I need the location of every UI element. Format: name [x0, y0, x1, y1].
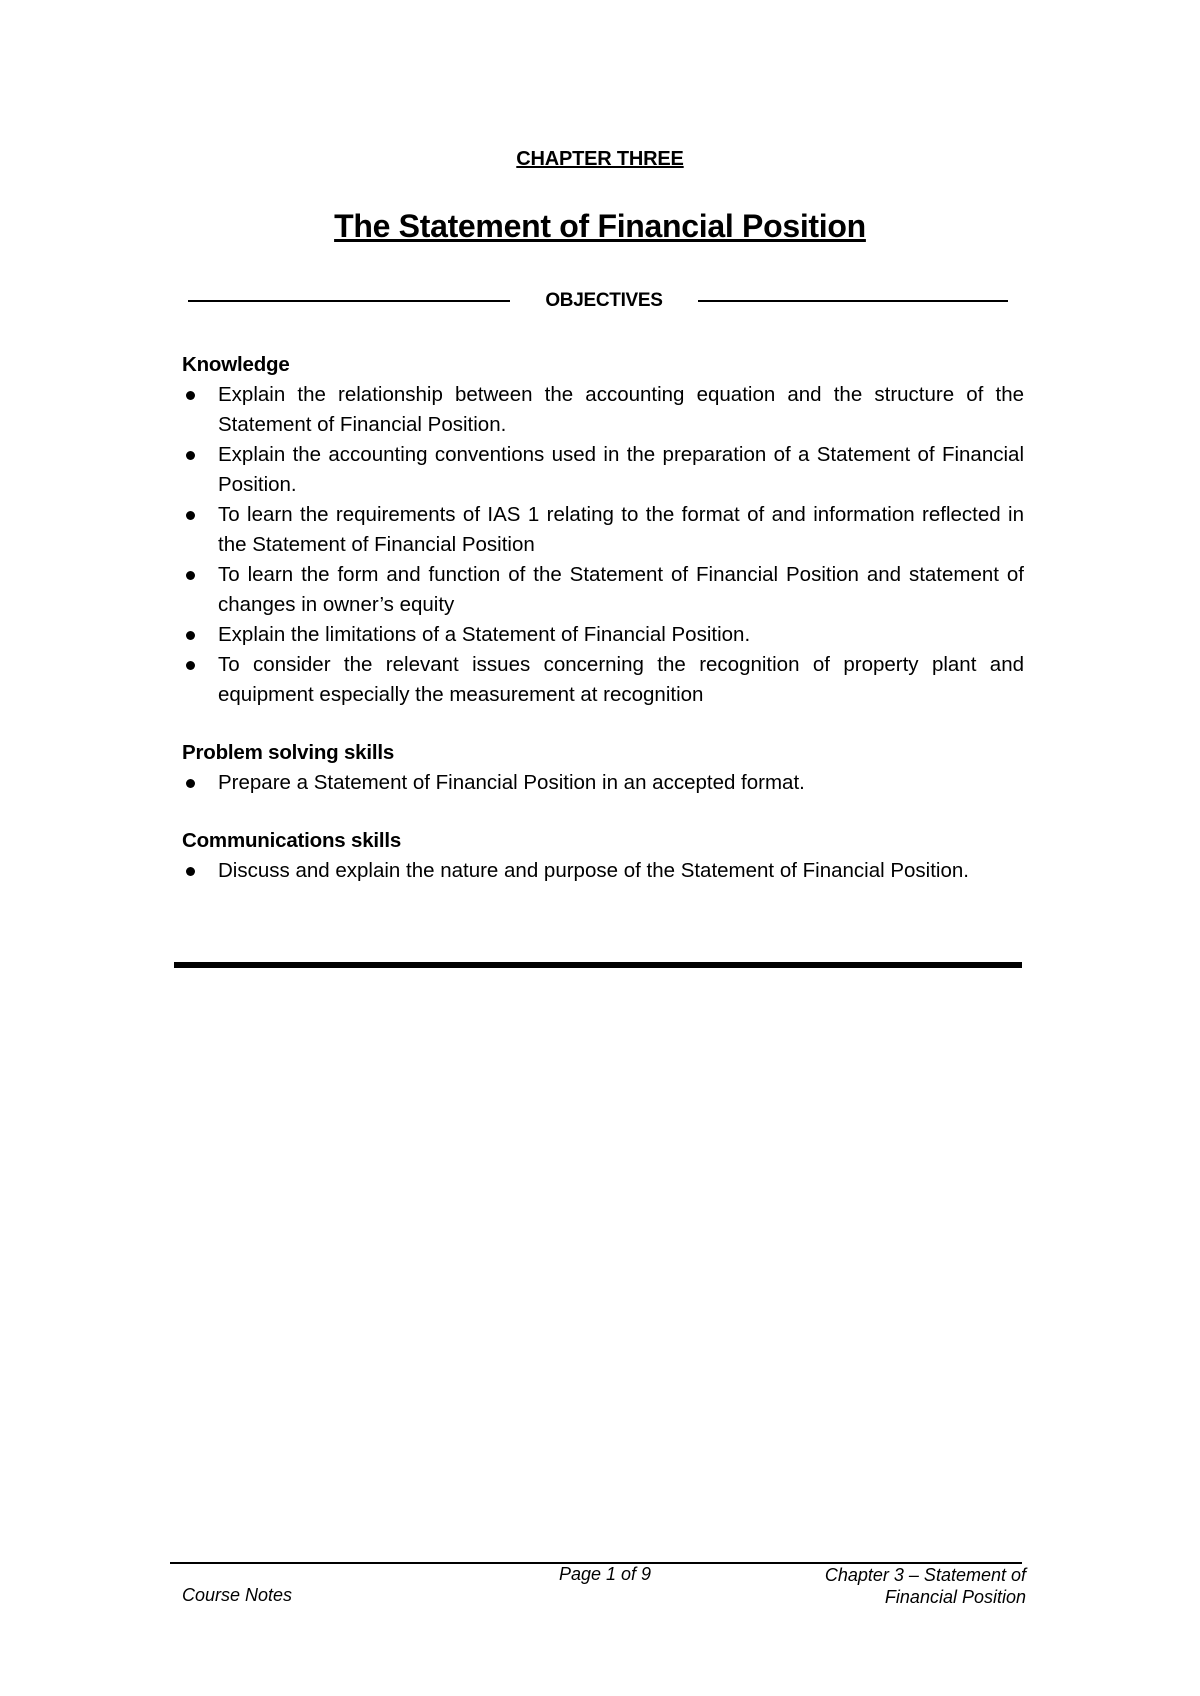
section-title-problem-solving: Problem solving skills: [182, 741, 395, 764]
objectives-rule-right: [698, 300, 1008, 302]
bullet-icon: [186, 391, 195, 400]
objectives-rule-left: [188, 300, 510, 302]
list-item-text: Explain the relationship between the accounting equation and the structure of the Statement of Financial Position.: [218, 383, 1024, 436]
list-item-text: Prepare a Statement of Financial Position in an accepted format.: [218, 771, 805, 794]
list-item-text: Discuss and explain the nature and purpose of the Statement of Financial Position.: [218, 859, 969, 882]
problem-solving-list: [182, 768, 1024, 798]
list-item-text: Explain the accounting conventions used in the preparation of a Statement of Financial Position.: [218, 443, 1024, 496]
list-item: [182, 650, 1024, 710]
list-item: [182, 500, 1024, 560]
bullet-icon: [186, 661, 195, 670]
bullet-icon: [186, 571, 195, 580]
list-item-text: To consider the relevant issues concerning the recognition of property plant and equipment especially the measurement at recognition: [218, 653, 1024, 706]
chapter-label: CHAPTER THREE: [516, 148, 684, 170]
bullet-icon: [186, 511, 195, 520]
knowledge-list: [182, 380, 1024, 710]
communications-list: [182, 856, 1024, 886]
footer-chapter-title: [760, 1564, 1026, 1608]
footer-page-number: Page 1 of 9: [558, 1564, 652, 1584]
footer-chapter-line-2: Financial Position: [884, 1587, 1026, 1607]
page-title: The Statement of Financial Position: [334, 208, 866, 244]
list-item: [182, 620, 1024, 650]
list-item: [182, 856, 1024, 886]
bullet-icon: [186, 451, 195, 460]
bullet-icon: [186, 867, 195, 876]
list-item-text: To learn the requirements of IAS 1 relating to the format of and information reflected in the Statement of Financial Position: [218, 503, 1024, 556]
list-item: [182, 440, 1024, 500]
bullet-icon: [186, 779, 195, 788]
footer-course-notes: Course Notes: [182, 1585, 293, 1605]
list-item-text: Explain the limitations of a Statement of Financial Position.: [218, 623, 751, 646]
section-end-rule: [174, 962, 1022, 968]
bullet-icon: [186, 631, 195, 640]
objectives-heading: OBJECTIVES: [545, 290, 663, 311]
section-title-communications: Communications skills: [182, 829, 402, 852]
list-item: [182, 768, 1024, 798]
footer-chapter-line-1: Chapter 3 – Statement of: [824, 1565, 1026, 1585]
objectives-content: [182, 350, 1024, 886]
list-item: [182, 380, 1024, 440]
list-item: [182, 560, 1024, 620]
list-item-text: To learn the form and function of the Statement of Financial Position and statement of changes in owner’s equity: [218, 563, 1024, 616]
section-title-knowledge: Knowledge: [182, 353, 290, 376]
